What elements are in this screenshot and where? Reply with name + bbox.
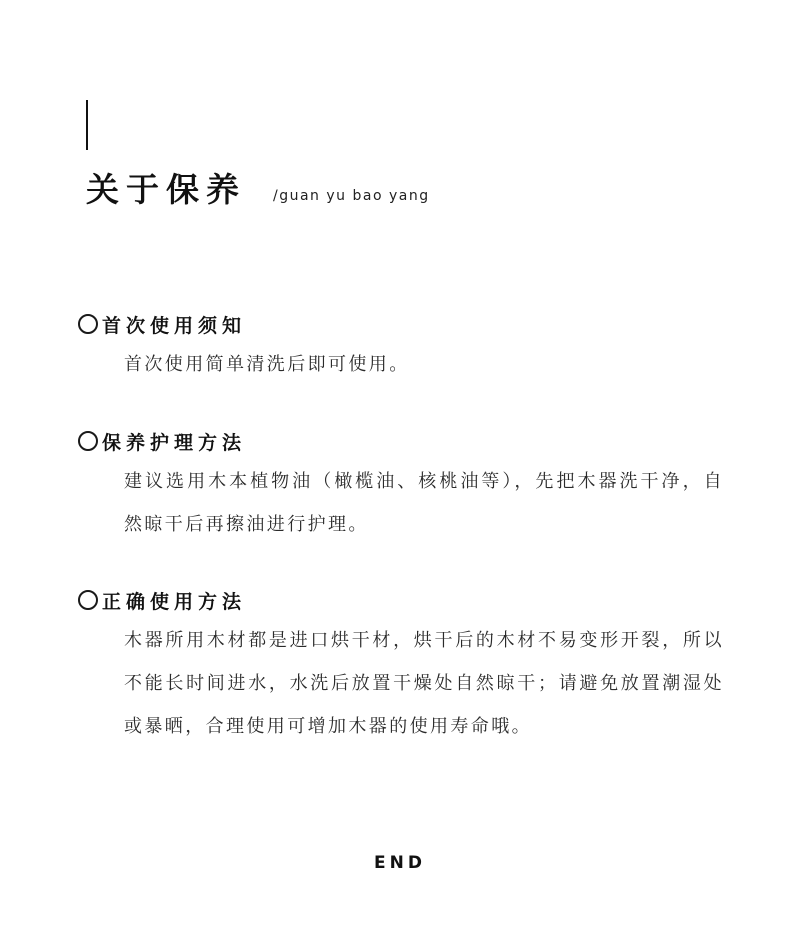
section-header xyxy=(78,310,738,338)
end-label: END xyxy=(374,853,426,873)
section-proper-use xyxy=(78,586,738,748)
page-title: 关于保养 xyxy=(86,170,246,209)
section-body: 建议选用木本植物油（橄榄油、核桃油等），先把木器洗干净，自然晾干后再擦油进行护理。 xyxy=(124,471,724,535)
section-maintenance xyxy=(78,427,738,546)
circle-bullet-icon xyxy=(78,314,98,334)
circle-bullet-icon xyxy=(78,431,98,451)
title-accent-bar xyxy=(86,100,88,150)
section-body: 木器所用木材都是进口烘干材，烘干后的木材不易变形开裂，所以不能长时间进水，水洗后放置干燥处自然晾干；请避免放置潮湿处或暴晒，合理使用可增加木器的使用寿命哦。 xyxy=(124,630,724,737)
page-subtitle: /guan yu bao yang xyxy=(273,188,430,204)
section-title: 正确使用方法 xyxy=(102,590,247,613)
section-title: 首次使用须知 xyxy=(102,314,247,337)
section-first-use xyxy=(78,310,738,386)
circle-bullet-icon xyxy=(78,590,98,610)
section-header xyxy=(78,427,738,455)
section-header xyxy=(78,586,738,614)
section-title: 保养护理方法 xyxy=(102,431,247,454)
section-body: 首次使用简单清洗后即可使用。 xyxy=(124,354,410,375)
